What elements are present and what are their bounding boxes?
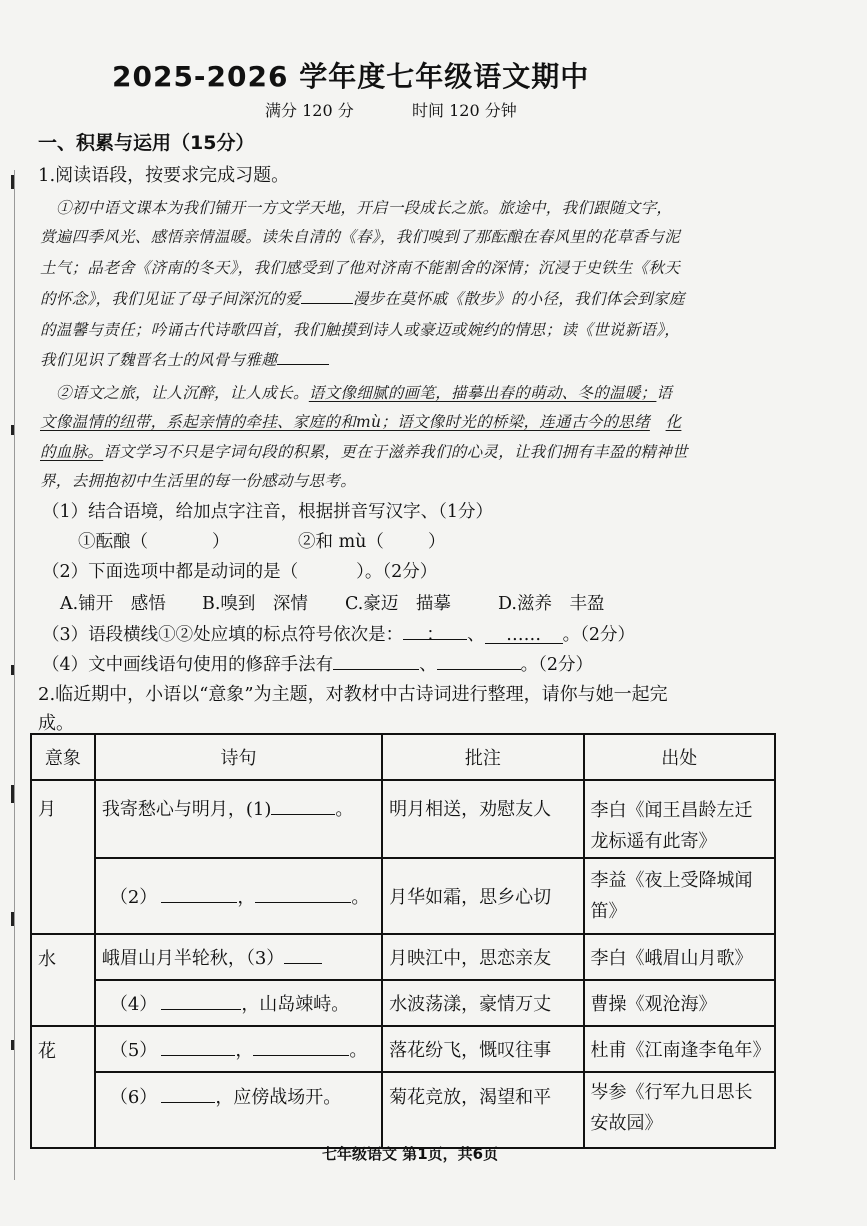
exam-title: 2025-2026 学年度七年级语文期中 — [112, 60, 590, 93]
subquestion-1a — [78, 528, 230, 553]
margin-mark — [11, 912, 14, 926]
paragraph-line: ①初中语文课本为我们铺开一方文学天地，开启一段成长之旅。旅途中，我们跟随文字， — [56, 199, 673, 217]
verse-blank[interactable] — [161, 1084, 215, 1103]
table-header: 诗句 — [95, 734, 382, 780]
blank-answer[interactable] — [333, 652, 419, 671]
verse-text: 我寄愁心与明月，(1) — [101, 799, 272, 820]
option-b: B.嗅到 深情 — [202, 594, 308, 614]
underlined-sentence: 化 — [665, 413, 682, 431]
source-cell: 曹操《观沧海》 — [584, 980, 775, 1026]
paren-close: ） — [212, 532, 230, 552]
verse-blank[interactable] — [271, 796, 335, 815]
verse-text: （2） — [109, 887, 158, 908]
table-row — [31, 980, 775, 1026]
page-footer: 七年级语文 第1页，共6页 — [322, 1145, 499, 1163]
table-row — [31, 780, 775, 858]
image-cell: 水 — [31, 934, 95, 1026]
subquestion-2-tail: ）。（2分） — [356, 562, 438, 582]
verse-text: ，应傍战场开。 — [215, 1087, 342, 1108]
subquestion-1b — [298, 528, 445, 553]
source-cell — [584, 1072, 775, 1148]
underlined-sentence: 的血脉。 — [40, 443, 104, 461]
table-row — [31, 1026, 775, 1072]
verse-cell — [95, 980, 382, 1026]
subquestion-2-label: （2）下面选项中都是动词的是（ — [42, 562, 299, 582]
verse-cell — [95, 858, 382, 934]
paragraph-text: 的怀念》，我们见证了母子间深沉的爱 — [40, 290, 301, 308]
subquestion-1b-label: ②和 mù（ — [298, 532, 384, 552]
question-1-prompt: 1.阅读语段，按要求完成习题。 — [38, 165, 290, 186]
time-limit: 时间 120 分钟 — [412, 101, 517, 120]
blank-answer-2[interactable]: …… — [485, 625, 563, 644]
blank-2[interactable] — [277, 349, 329, 366]
subquestion-4-label: （4）文中画线语句使用的修辞手法有 — [42, 655, 334, 675]
source-line: 笛》 — [590, 901, 627, 922]
paragraph-text: 语文学习不只是字词句段的积累，更在于滋养我们的心灵，让我们拥有丰盈的精神世 — [103, 443, 688, 461]
subquestion-3-label: （3）语段横线①②处应填的标点符号依次是： — [42, 625, 404, 645]
verse-cell — [95, 1026, 382, 1072]
verse-text: 。 — [335, 799, 354, 820]
verse-blank[interactable] — [161, 1037, 235, 1056]
source-cell: 杜甫《江南逢李龟年》 — [584, 1026, 775, 1072]
question-2-line: 成。 — [38, 713, 74, 734]
paragraph-line: 的温馨与责任；吟诵古代诗歌四首，我们触摸到诗人或豪迈或婉约的情思；读《世说新语》， — [40, 321, 681, 339]
source-line: 龙标遥有此寄》 — [590, 831, 717, 852]
paragraph-text: 我们见识了魏晋名士的风骨与雅趣 — [40, 351, 278, 369]
paragraph-text: 语 — [656, 384, 673, 402]
section-title: 一、积累与运用（15分） — [38, 132, 255, 154]
blank-1[interactable] — [301, 288, 353, 305]
verse-text: 。 — [349, 1040, 368, 1061]
verse-cell — [95, 934, 382, 980]
verse-cell — [95, 780, 382, 858]
source-cell — [584, 858, 775, 934]
table-header-row — [31, 734, 775, 780]
image-cell: 花 — [31, 1026, 95, 1148]
subquestion-4 — [42, 651, 593, 676]
note-cell: 月映江中，思恋亲友 — [382, 934, 583, 980]
question-2-line: 2.临近期中，小语以“意象”为主题，对教材中古诗词进行整理，请你与她一起完 — [38, 684, 668, 705]
margin-mark — [11, 785, 14, 803]
verse-text: （4） — [109, 994, 158, 1015]
verse-blank[interactable] — [255, 884, 351, 903]
paragraph-line: 赏遍四季风光、感悟亲情温暖。读朱自清的《春》，我们嗅到了那酝酿在春风里的花草香与泥 — [40, 228, 681, 246]
source-cell: 李白《峨眉山月歌》 — [584, 934, 775, 980]
table-row — [31, 1072, 775, 1148]
margin-mark — [11, 665, 14, 675]
imagery-table — [30, 733, 776, 1149]
subquestion-1a-label: ①酝酿（ — [78, 532, 148, 552]
option-c: C.豪迈 描摹 — [345, 594, 451, 614]
subquestion-3 — [42, 621, 635, 646]
table-header: 出处 — [584, 734, 775, 780]
subquestion-1: （1）结合语境，给加点字注音，根据拼音写汉字、（1分） — [42, 502, 494, 522]
paragraph-line — [56, 381, 672, 403]
separator: 、 — [419, 655, 437, 675]
verse-text: （6） — [109, 1087, 158, 1108]
verse-cell — [95, 1072, 382, 1148]
table-row — [31, 934, 775, 980]
verse-blank[interactable] — [161, 884, 237, 903]
separator: 、 — [467, 625, 485, 645]
image-cell: 月 — [31, 780, 95, 934]
source-cell — [584, 780, 775, 858]
note-cell: 月华如霜，思乡心切 — [382, 858, 583, 934]
verse-text: 。 — [351, 887, 370, 908]
source-line: 李益《夜上受降城闻 — [590, 870, 753, 891]
paragraph-line — [40, 287, 685, 309]
note-cell: 水波荡漾，豪情万丈 — [382, 980, 583, 1026]
table-header: 意象 — [31, 734, 95, 780]
verse-blank[interactable] — [253, 1037, 349, 1056]
margin-mark — [11, 425, 14, 435]
subquestion-2 — [42, 558, 437, 583]
blank-answer-1[interactable]: ： — [403, 621, 467, 640]
paragraph-line — [40, 440, 688, 462]
option-a: A.铺开 感悟 — [60, 594, 166, 614]
verse-text: ，山岛竦峙。 — [241, 994, 350, 1015]
verse-text: ， — [237, 887, 256, 908]
table-header: 批注 — [382, 734, 583, 780]
margin-mark — [11, 175, 14, 189]
option-d: D.滋养 丰盈 — [498, 594, 605, 614]
verse-blank[interactable] — [161, 991, 241, 1010]
full-score: 满分 120 分 — [265, 101, 354, 120]
subquestion-3-tail: 。（2分） — [562, 625, 636, 645]
note-cell: 明月相送，劝慰友人 — [382, 780, 583, 858]
paragraph-text: 漫步在莫怀戚《散步》的小径，我们体会到家庭 — [352, 290, 685, 308]
paragraph-line — [40, 410, 681, 432]
note-cell: 菊花竞放，渴望和平 — [382, 1072, 583, 1148]
margin-mark — [11, 1040, 14, 1050]
table-row — [31, 858, 775, 934]
source-line: 李白《闻王昌龄左迁 — [590, 800, 753, 821]
verse-text: 峨眉山月半轮秋，（3） — [101, 948, 285, 969]
verse-blank[interactable] — [284, 945, 322, 964]
source-line: 岑参《行军九日思长 — [590, 1082, 753, 1103]
paragraph-line: 土气；品老舍《济南的冬天》，我们感受到了他对济南不能割舍的深情；沉浸于史铁生《秋天 — [40, 259, 681, 277]
paren-close: ） — [427, 532, 446, 552]
source-line: 安故园》 — [590, 1113, 663, 1134]
subquestion-4-tail: 。（2分） — [520, 655, 594, 675]
underlined-sentence: 语文像细腻的画笔，描摹出春的萌动、冬的温暖； — [308, 384, 657, 402]
paragraph-line — [40, 348, 329, 370]
note-cell: 落花纷飞，慨叹往事 — [382, 1026, 583, 1072]
underlined-sentence: 文像温情的纽带，系起亲情的牵挂、家庭的和mù；语文像时光的桥梁，连通古今的思绪 — [40, 413, 650, 431]
verse-text: ， — [235, 1040, 254, 1061]
paragraph-line: 界，去拥抱初中生活里的每一份感动与思考。 — [40, 472, 357, 490]
binding-margin-line — [14, 170, 15, 1180]
paragraph-text: ②语文之旅，让人沉醉，让人成长。 — [56, 384, 309, 402]
blank-answer[interactable] — [437, 652, 521, 671]
verse-text: （5） — [109, 1040, 158, 1061]
